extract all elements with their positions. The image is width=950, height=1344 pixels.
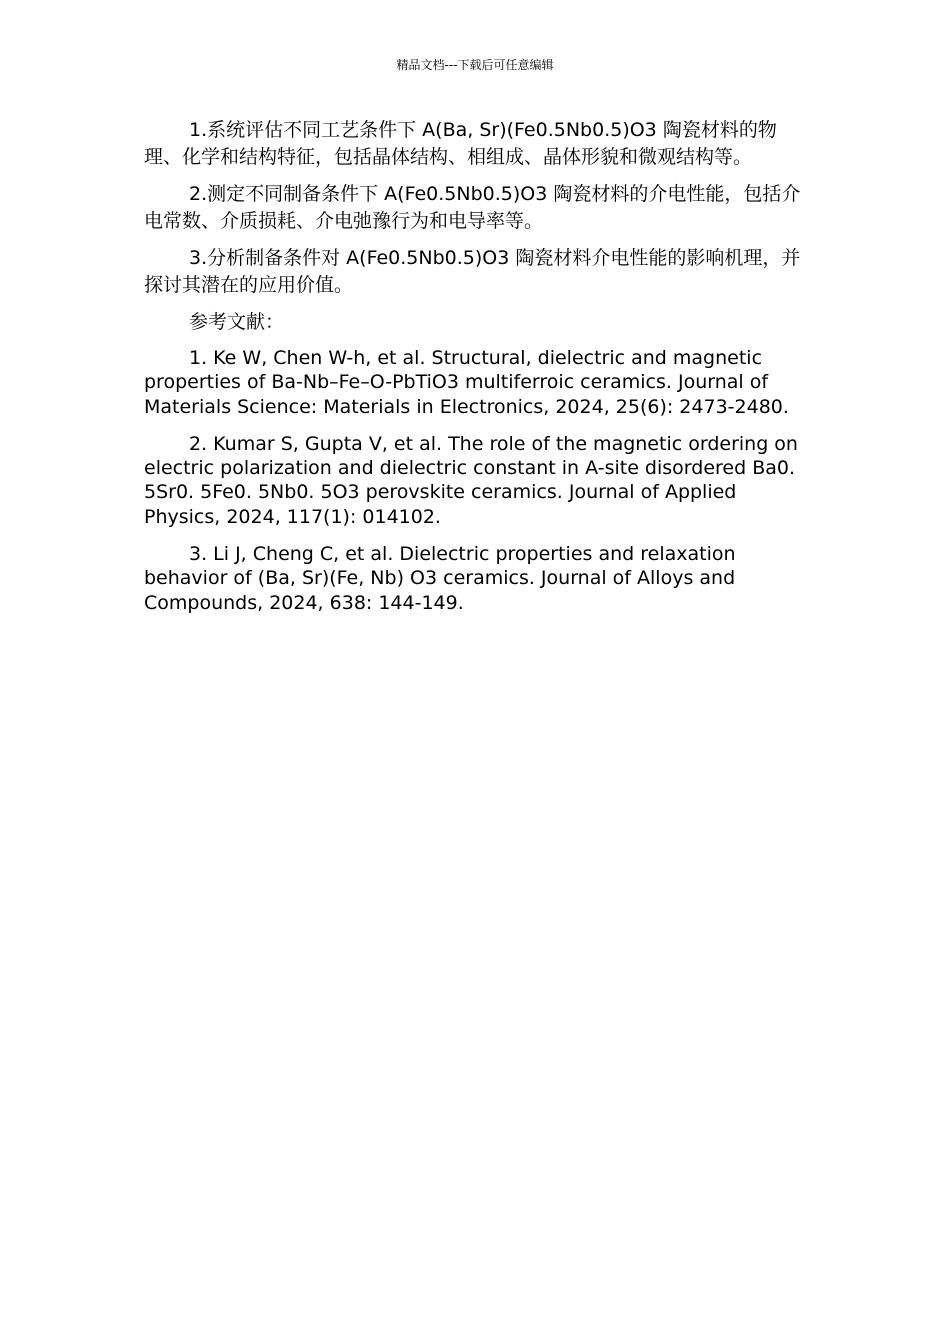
page-header: 精品文档---下载后可任意编辑 [396, 58, 554, 72]
objective-2: 2.测定不同制备条件下 A(Fe0.5Nb0.5)O3 陶瓷材料的介电性能，包括介电常数、介质损耗、介电弛豫行为和电导率等。 [144, 183, 801, 232]
objective-1: 1.系统评估不同工艺条件下 A(Ba, Sr)(Fe0.5Nb0.5)O3 陶瓷材料的物理、化学和结构特征，包括晶体结构、相组成、晶体形貌和微观结构等。 [144, 119, 777, 168]
reference-item-3: 3. Li J, Cheng C, et al. Dielectric properties and relaxation behavior of (Ba, Sr)(Fe, Nb) O3 ceramics. Journal of Alloys and Compounds, 2024, 638: 144-149. [144, 543, 736, 614]
reference-item-1: 1. Ke W, Chen W-h, et al. Structural, dielectric and magnetic properties of Ba-Nb–Fe–O-PbTiO3 multiferroic ceramics. Journal of Materials Science: Materials in Electronics, 2024, 25(6): 2473-2480. [144, 347, 789, 418]
references-heading: 参考文献： [189, 311, 285, 333]
document-body [144, 117, 814, 628]
objective-3: 3.分析制备条件对 A(Fe0.5Nb0.5)O3 陶瓷材料介电性能的影响机理，并探讨其潜在的应用价值。 [144, 247, 801, 296]
reference-item-2: 2. Kumar S, Gupta V, et al. The role of the magnetic ordering on electric polarization and dielectric constant in A-site disordered Ba0. 5Sr0. 5Fe0. 5Nb0. 5O3 perovskite ceramics. Journal of Applied Physics, 2024, 117(1): 014102. [144, 432, 798, 528]
